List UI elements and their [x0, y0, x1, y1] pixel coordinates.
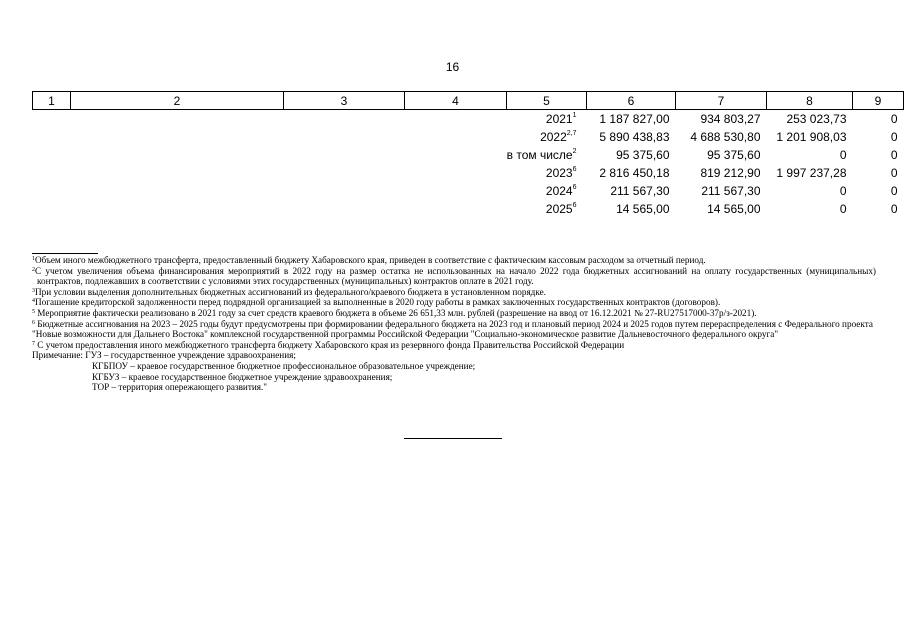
value-col-6: 95 375,60 — [616, 148, 670, 162]
value-col-6: 5 890 438,83 — [599, 130, 670, 144]
year-cell: 2025$^6$ — [545, 202, 577, 216]
footnote-7: $^7$ С учетом предоставления иного межбюджетного трансферта бюджету Хабаровского края из резервного фонда Правительства Российской Федерации — [32, 339, 625, 350]
value-col-7: 4 688 530,80 — [690, 130, 761, 144]
value-col-7: 934 803,27 — [700, 112, 761, 126]
footnote-4: $^4$Погашение кредиторской задолженности перед подрядной организацией за выполненные в 2020 году работы в рамках заключенных государственных контрактов (договоров). — [32, 297, 721, 308]
value-col-9: 0 — [890, 202, 898, 216]
table-row — [33, 200, 904, 218]
header-col-6: 6 — [587, 92, 676, 110]
year-cell: 2021$^1$ — [545, 112, 577, 126]
value-col-6: 211 567,30 — [610, 184, 670, 198]
year-cell: в том числе$^2$ — [506, 148, 577, 162]
header-col-1: 1 — [33, 92, 71, 110]
footnote-2: $^2$С учетом увеличения объема финансирования мероприятий в 2022 году на размер остатка не использованных на начало 2022 года бюджетных ассигнований на оплату государственных (муниципальных) контрактов, подлежавших в соответствии с условиями этих государственных (муниципальных) контрактов оплате в 2021 году. — [32, 265, 876, 287]
value-col-8: 253 023,73 — [786, 112, 847, 126]
header-col-3: 3 — [284, 92, 405, 110]
value-col-6: 2 816 450,18 — [599, 166, 670, 180]
value-col-6: 1 187 827,00 — [599, 112, 670, 126]
table-header — [33, 92, 904, 110]
footnote-6: $^6$ Бюджетные ассигнования на 2023 – 2025 годы будут предусмотрены при формировании федерального бюджета на 2023 год и плановый период 2024 и 2025 годов путем перераспределения с Федерального проекта "Новые возможности для Дальнего Востока" комплексной государственной программы Российской Федерации "Социально-экономическое развитие Дальневосточного федерального округа" — [32, 318, 873, 340]
value-col-9: 0 — [890, 184, 898, 198]
header-col-4: 4 — [405, 92, 507, 110]
value-col-9: 0 — [890, 130, 898, 144]
table-row — [33, 110, 904, 129]
year-cell: 2023$^6$ — [545, 166, 577, 180]
header-col-2: 2 — [71, 92, 284, 110]
note-first-line: Примечание: ГУЗ – государственное учреждение здравоохранения; — [32, 350, 296, 361]
value-col-7: 819 212,90 — [700, 166, 761, 180]
note-item: КГБПОУ – краевое государственное бюджетное профессиональное образовательное учреждение; — [92, 360, 476, 371]
footnote-5: $^5$ Мероприятие фактически реализовано в 2021 году за счет средств краевого бюджета в объеме 26 651,33 млн. рублей (разрешение на ввод от 16.12.2021 № 27-RU27517000-37р/з-2021). — [32, 307, 757, 318]
value-col-7: 211 567,30 — [701, 184, 761, 198]
note-item: ТОР – территория опережающего развития." — [92, 382, 268, 393]
value-col-7: 95 375,60 — [707, 148, 761, 162]
value-col-8: 0 — [839, 202, 847, 216]
table-row — [33, 164, 904, 182]
table-row — [33, 182, 904, 200]
header-col-9: 9 — [853, 92, 904, 110]
value-col-6: 14 565,00 — [616, 202, 670, 216]
table-row — [33, 128, 904, 146]
value-col-8: 1 997 237,28 — [776, 166, 847, 180]
value-col-8: 1 201 908,03 — [776, 130, 847, 144]
page-number: 16 — [445, 60, 460, 74]
value-col-7: 14 565,00 — [707, 202, 761, 216]
value-col-8: 0 — [839, 148, 847, 162]
table-row — [33, 146, 904, 164]
end-separator — [404, 438, 502, 439]
header-col-5: 5 — [507, 92, 587, 110]
year-cell: 2022$^{2,7}$ — [540, 130, 577, 144]
year-cell: 2024$^6$ — [545, 184, 577, 198]
value-col-9: 0 — [890, 166, 898, 180]
value-col-8: 0 — [839, 184, 847, 198]
data-table — [32, 91, 904, 218]
footnote-1: $^1$Объем иного межбюджетного трансферта, предоставленный бюджету Хабаровского края, приведен в соответствие с фактическим кассовым расходом за отчетный период. — [32, 255, 706, 265]
footnote-3: $^3$При условии выделения дополнительных бюджетных ассигнований из федерального/краевого бюджета в установленном порядке. — [32, 286, 546, 297]
footnotes — [32, 255, 876, 393]
header-col-8: 8 — [767, 92, 853, 110]
value-col-9: 0 — [890, 148, 898, 162]
footnote-separator — [32, 253, 98, 254]
note-item: КГБУЗ – краевое государственное бюджетное учреждение здравоохранения; — [92, 371, 393, 382]
value-col-9: 0 — [890, 112, 898, 126]
header-col-7: 7 — [676, 92, 767, 110]
